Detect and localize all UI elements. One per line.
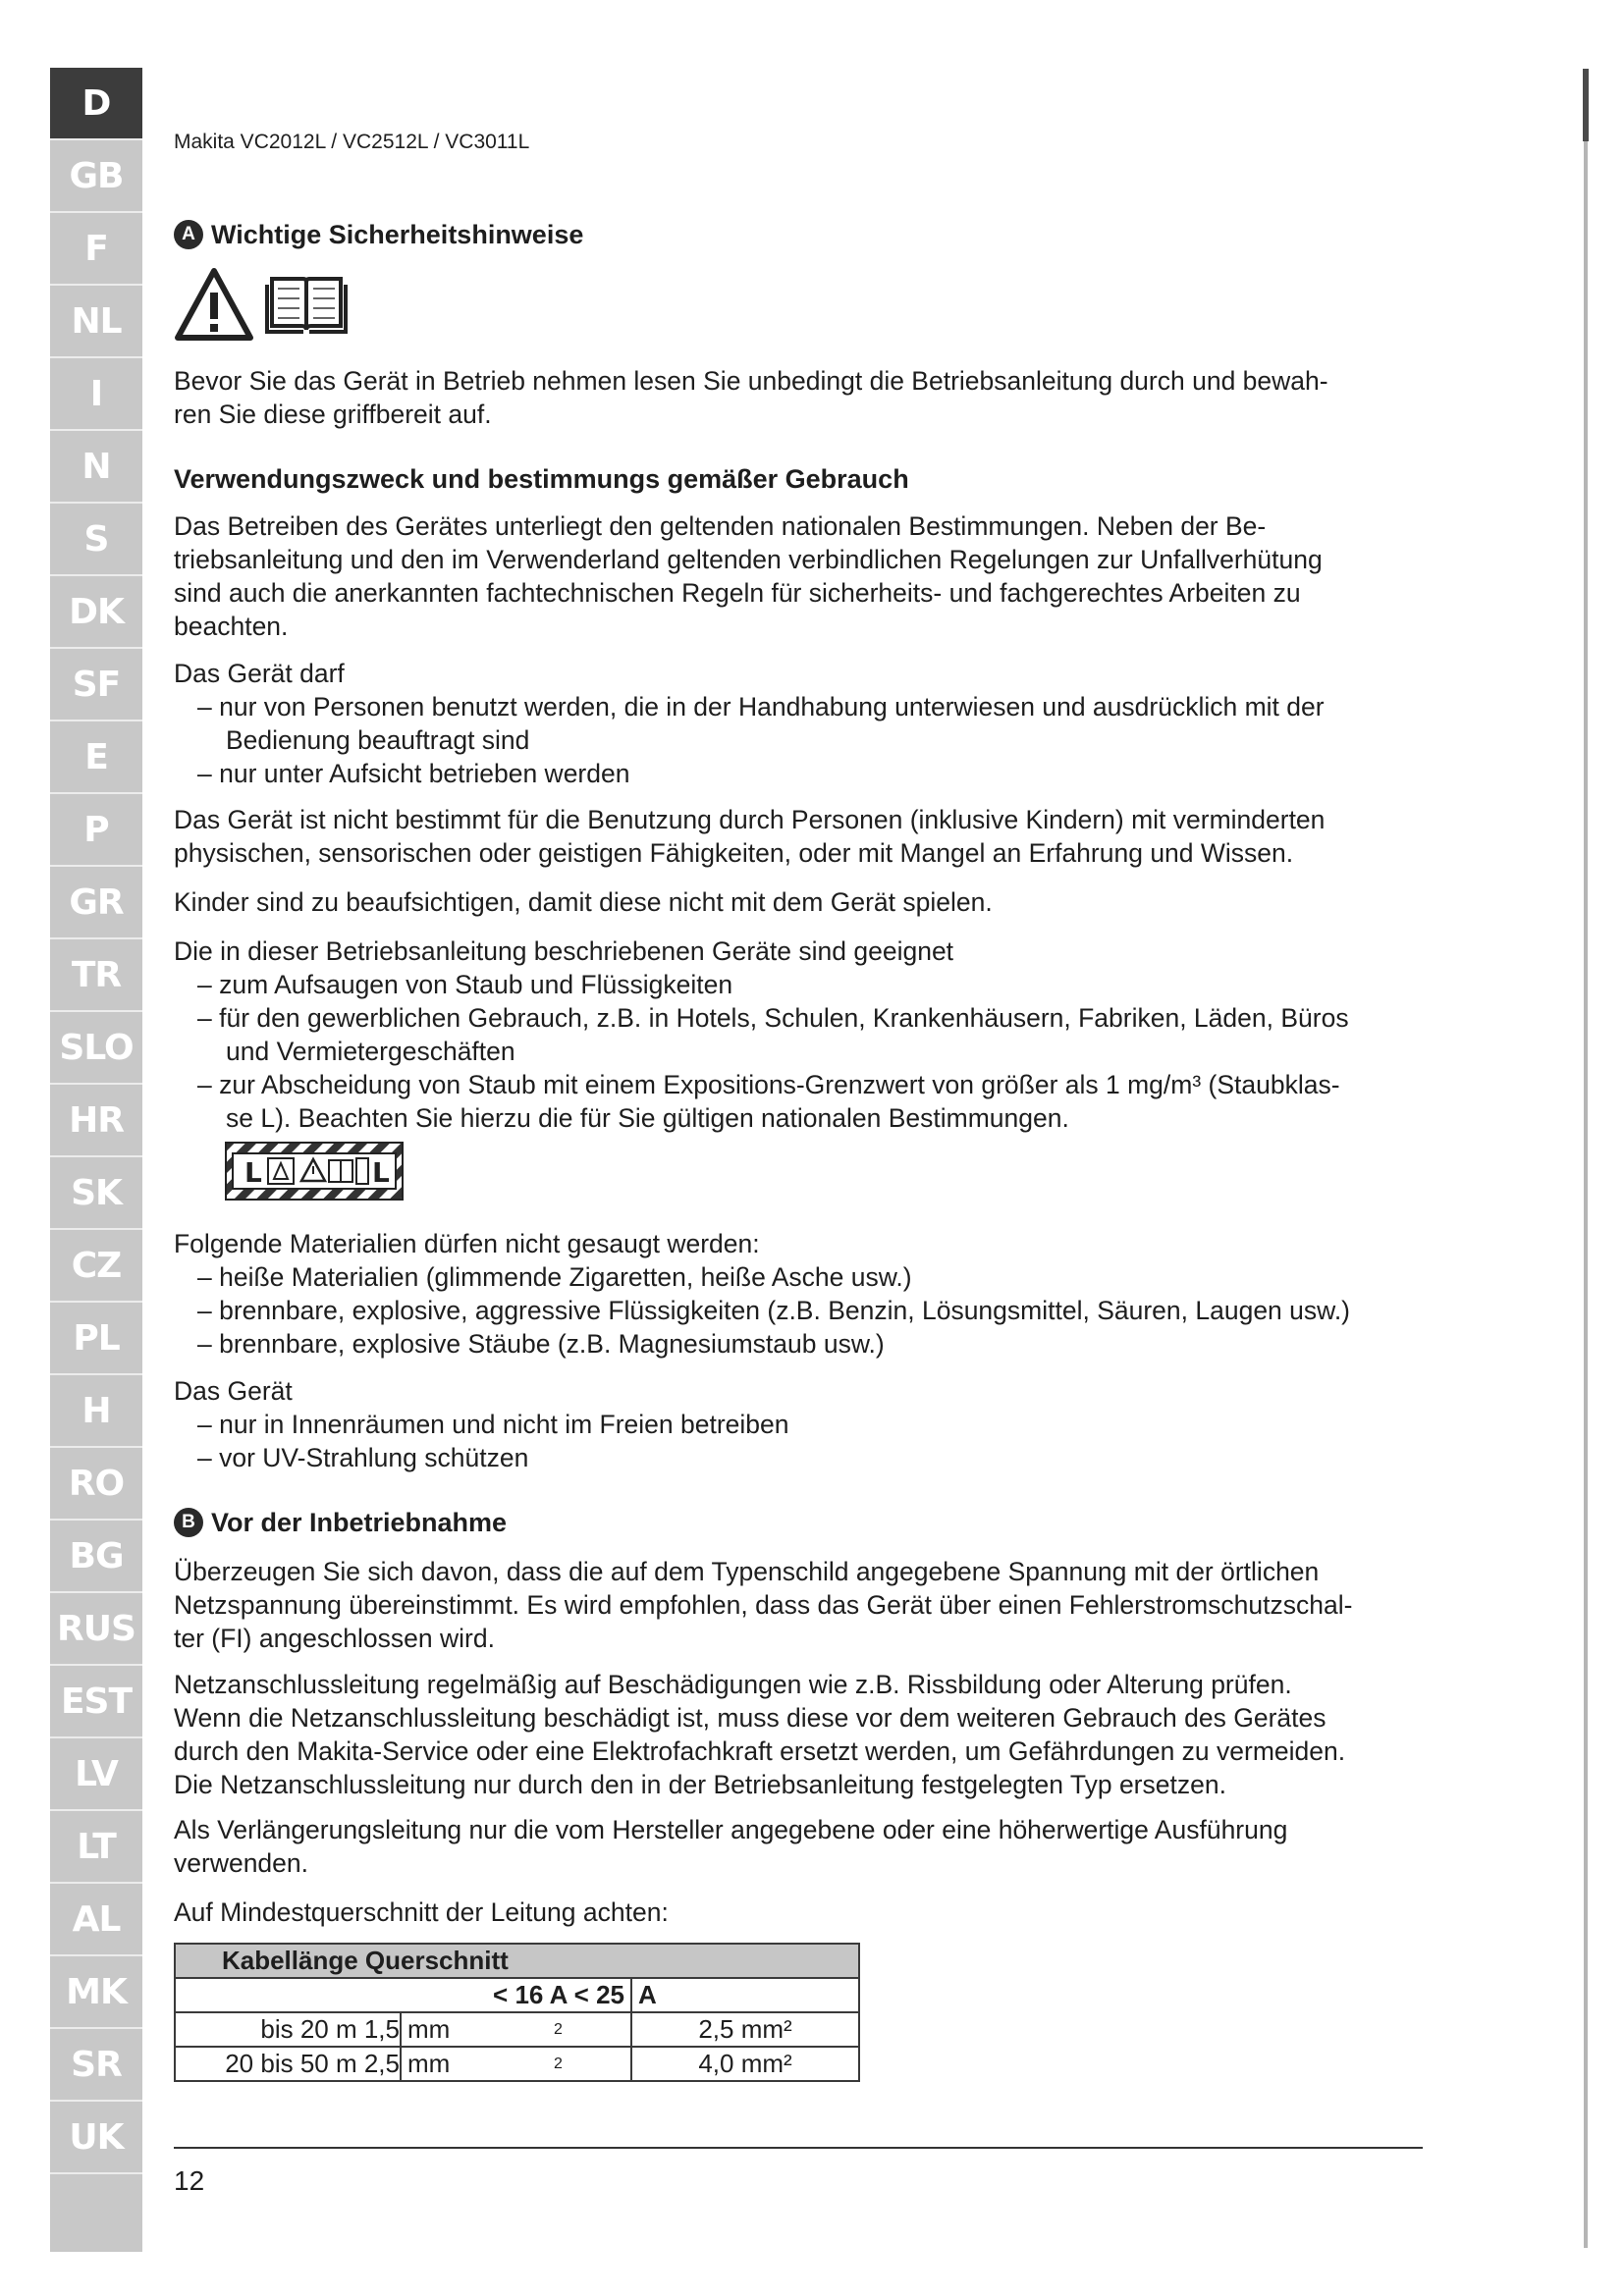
table-row: 20 bis 50 m 2,5 mm 2 4,0 mm² <box>175 2047 859 2081</box>
dust-label-right: L <box>372 1156 390 1189</box>
table-header-cell-b: erschnitt <box>401 1944 859 1978</box>
language-tab-rus[interactable]: RUS <box>50 1593 142 1666</box>
table-subheader-cell-b: A <box>631 1978 859 2012</box>
language-tab-hr[interactable]: HR <box>50 1085 142 1157</box>
children-paragraph: Kinder sind zu beaufsichtigen, damit diese nicht mit dem Gerät spielen. <box>174 887 993 917</box>
language-tab-ro[interactable]: RO <box>50 1448 142 1521</box>
cable-cross-section-table <box>174 1943 860 2082</box>
warning-triangle-icon <box>174 267 254 342</box>
operating-conditions-list: Das Gerät – nur in Innenräumen und nicht im Freien betreiben – vor UV-Strahlung schützen <box>174 1376 789 1472</box>
language-tab-mk[interactable]: MK <box>50 1956 142 2029</box>
language-tab-n[interactable]: N <box>50 431 142 504</box>
language-tab-cz[interactable]: CZ <box>50 1230 142 1303</box>
cross-section-paragraph: Auf Mindestquerschnitt der Leitung achten: <box>174 1897 669 1927</box>
footer-rule <box>174 2147 1423 2149</box>
section-b-badge: B <box>174 1508 203 1537</box>
suitable-uses-list: Die in dieser Betriebsanleitung beschriebenen Geräte sind geeignet – zum Aufsaugen von Staub und Flüssigkeiten – für den gewerblichen Gebrauch, z.B. in Hotels, Schulen, Krankenhäusern, Fabriken, Läden, Büros und Vermietergeschäften – zur Abscheidung von Staub mit einem Expositions-Grenzwert von größer als 1 mg/m³ (Staubklas- se L). Beachten Sie hierzu die für Sie gültigen nationalen Bestimmungen. <box>174 936 1349 1133</box>
page-number: 12 <box>174 2165 205 2196</box>
table-subheader-cell-a: < 16 A < 25 <box>401 1978 631 2012</box>
forbidden-materials-list: Folgende Materialien dürfen nicht gesaugt werden: – heiße Materialien (glimmende Zigaretten, heiße Asche usw.) – brennbare, explosive, aggressive Flüssigkeiten (z.B. Benzin, Lösungsmittel, Säuren, Laugen usw.) – brennbare, explosive Stäube (z.B. Magnesiumstaub usw.) <box>174 1229 1351 1359</box>
language-tab-al[interactable]: AL <box>50 1884 142 1956</box>
language-tab-i[interactable]: I <box>50 358 142 431</box>
language-tab-d[interactable]: D <box>50 68 142 140</box>
language-tab-h[interactable]: H <box>50 1375 142 1448</box>
table-row: bis 20 m 1,5 mm 2 2,5 mm² <box>175 2012 859 2047</box>
language-tab-e[interactable]: E <box>50 721 142 794</box>
extension-cable-paragraph: Als Verlängerungsleitung nur die vom Hersteller angegebene oder eine höherwertige Ausführung verwenden. <box>174 1815 1288 1878</box>
voltage-paragraph: Überzeugen Sie sich davon, dass die auf dem Typenschild angegebene Spannung mit der örtlichen Netzspannung übereinstimmt. Es wird empfohlen, dass das Gerät über einen Fehlerstromschutzschal- ter (FI) angeschlossen wird. <box>174 1557 1353 1653</box>
table-header-row <box>175 1944 859 1978</box>
language-tab-p[interactable]: P <box>50 794 142 867</box>
language-tab-nl[interactable]: NL <box>50 286 142 358</box>
table-subheader-row <box>175 1978 859 2012</box>
language-tab-s[interactable]: S <box>50 504 142 576</box>
language-tab-f[interactable]: F <box>50 213 142 286</box>
language-tab-uk[interactable]: UK <box>50 2102 142 2174</box>
language-tab-pl[interactable]: PL <box>50 1303 142 1375</box>
language-tab-bg[interactable]: BG <box>50 1521 142 1593</box>
section-b-title <box>174 1506 507 1539</box>
intro-paragraph: Bevor Sie das Gerät in Betrieb nehmen lesen Sie unbedingt die Betriebsanleitung durch und bewah- ren Sie diese griffbereit auf. <box>174 366 1328 429</box>
language-tab-gb[interactable]: GB <box>50 140 142 213</box>
persons-paragraph: Das Gerät ist nicht bestimmt für die Benutzung durch Personen (inklusive Kindern) mit verminderten physischen, sensorischen oder geistigen Fähigkeiten, oder mit Mangel an Erfahrung und Wissen. <box>174 805 1326 868</box>
dust-label-left: L <box>244 1156 262 1189</box>
language-tab-dk[interactable]: DK <box>50 576 142 649</box>
power-cable-paragraph: Netzanschlussleitung regelmäßig auf Beschädigungen wie z.B. Rissbildung oder Alterung prüfen. Wenn die Netzanschlussleitung beschädigt ist, muss diese vor dem weiteren Gebrauch des Gerätes durch den Makita-Service oder eine Elektrofachkraft ersetzt werden, um Gefährdungen zu vermeiden. Die Netzanschlussleitung nur durch den in der Betriebsanleitung festgelegten Typ ersetzen. <box>174 1670 1346 1799</box>
language-tab-sr[interactable]: SR <box>50 2029 142 2102</box>
right-edge-rule <box>1584 69 1588 2248</box>
section-b-title-text: Vor der Inbetriebnahme <box>211 1508 508 1537</box>
language-tab-lt[interactable]: LT <box>50 1811 142 1884</box>
section-a-badge: A <box>174 220 203 249</box>
section-a-title <box>174 218 583 251</box>
manual-book-icon <box>264 267 349 336</box>
dust-class-l-icon <box>225 1142 404 1201</box>
language-tab-lv[interactable]: LV <box>50 1738 142 1811</box>
language-tab-gr[interactable]: GR <box>50 867 142 939</box>
table-header-cell-a: Kabellänge Qu <box>175 1944 401 1978</box>
device-allowed-list: Das Gerät darf – nur von Personen benutzt werden, die in der Handhabung unterwiesen und ausdrücklich mit der Bedienung beauftragt sind – nur unter Aufsicht betrieben werden <box>174 659 1325 788</box>
section-a-title-text: Wichtige Sicherheitshinweise <box>211 220 584 249</box>
language-tab-strip <box>50 68 142 2252</box>
language-tab-slo[interactable]: SLO <box>50 1012 142 1085</box>
language-tab-tr[interactable]: TR <box>50 939 142 1012</box>
language-tab-sk[interactable]: SK <box>50 1157 142 1230</box>
usage-paragraph: Das Betreiben des Gerätes unterliegt den geltenden nationalen Bestimmungen. Neben der Be- triebsanleitung und den im Verwenderland geltenden verbindlichen Regelungen zur Unfallverhütung sind auch die anerkannten fachtechnischen Regeln für sicherheits- und fachgerechtes Arbeiten zu beachten. <box>174 511 1323 641</box>
model-header: Makita VC2012L / VC2512L / VC3011L <box>174 131 530 153</box>
language-tab-est[interactable]: EST <box>50 1666 142 1738</box>
language-tab-sf[interactable]: SF <box>50 649 142 721</box>
usage-heading: Verwendungszweck und bestimmungs gemäßer Gebrauch <box>174 464 909 494</box>
safety-icons <box>174 267 349 342</box>
